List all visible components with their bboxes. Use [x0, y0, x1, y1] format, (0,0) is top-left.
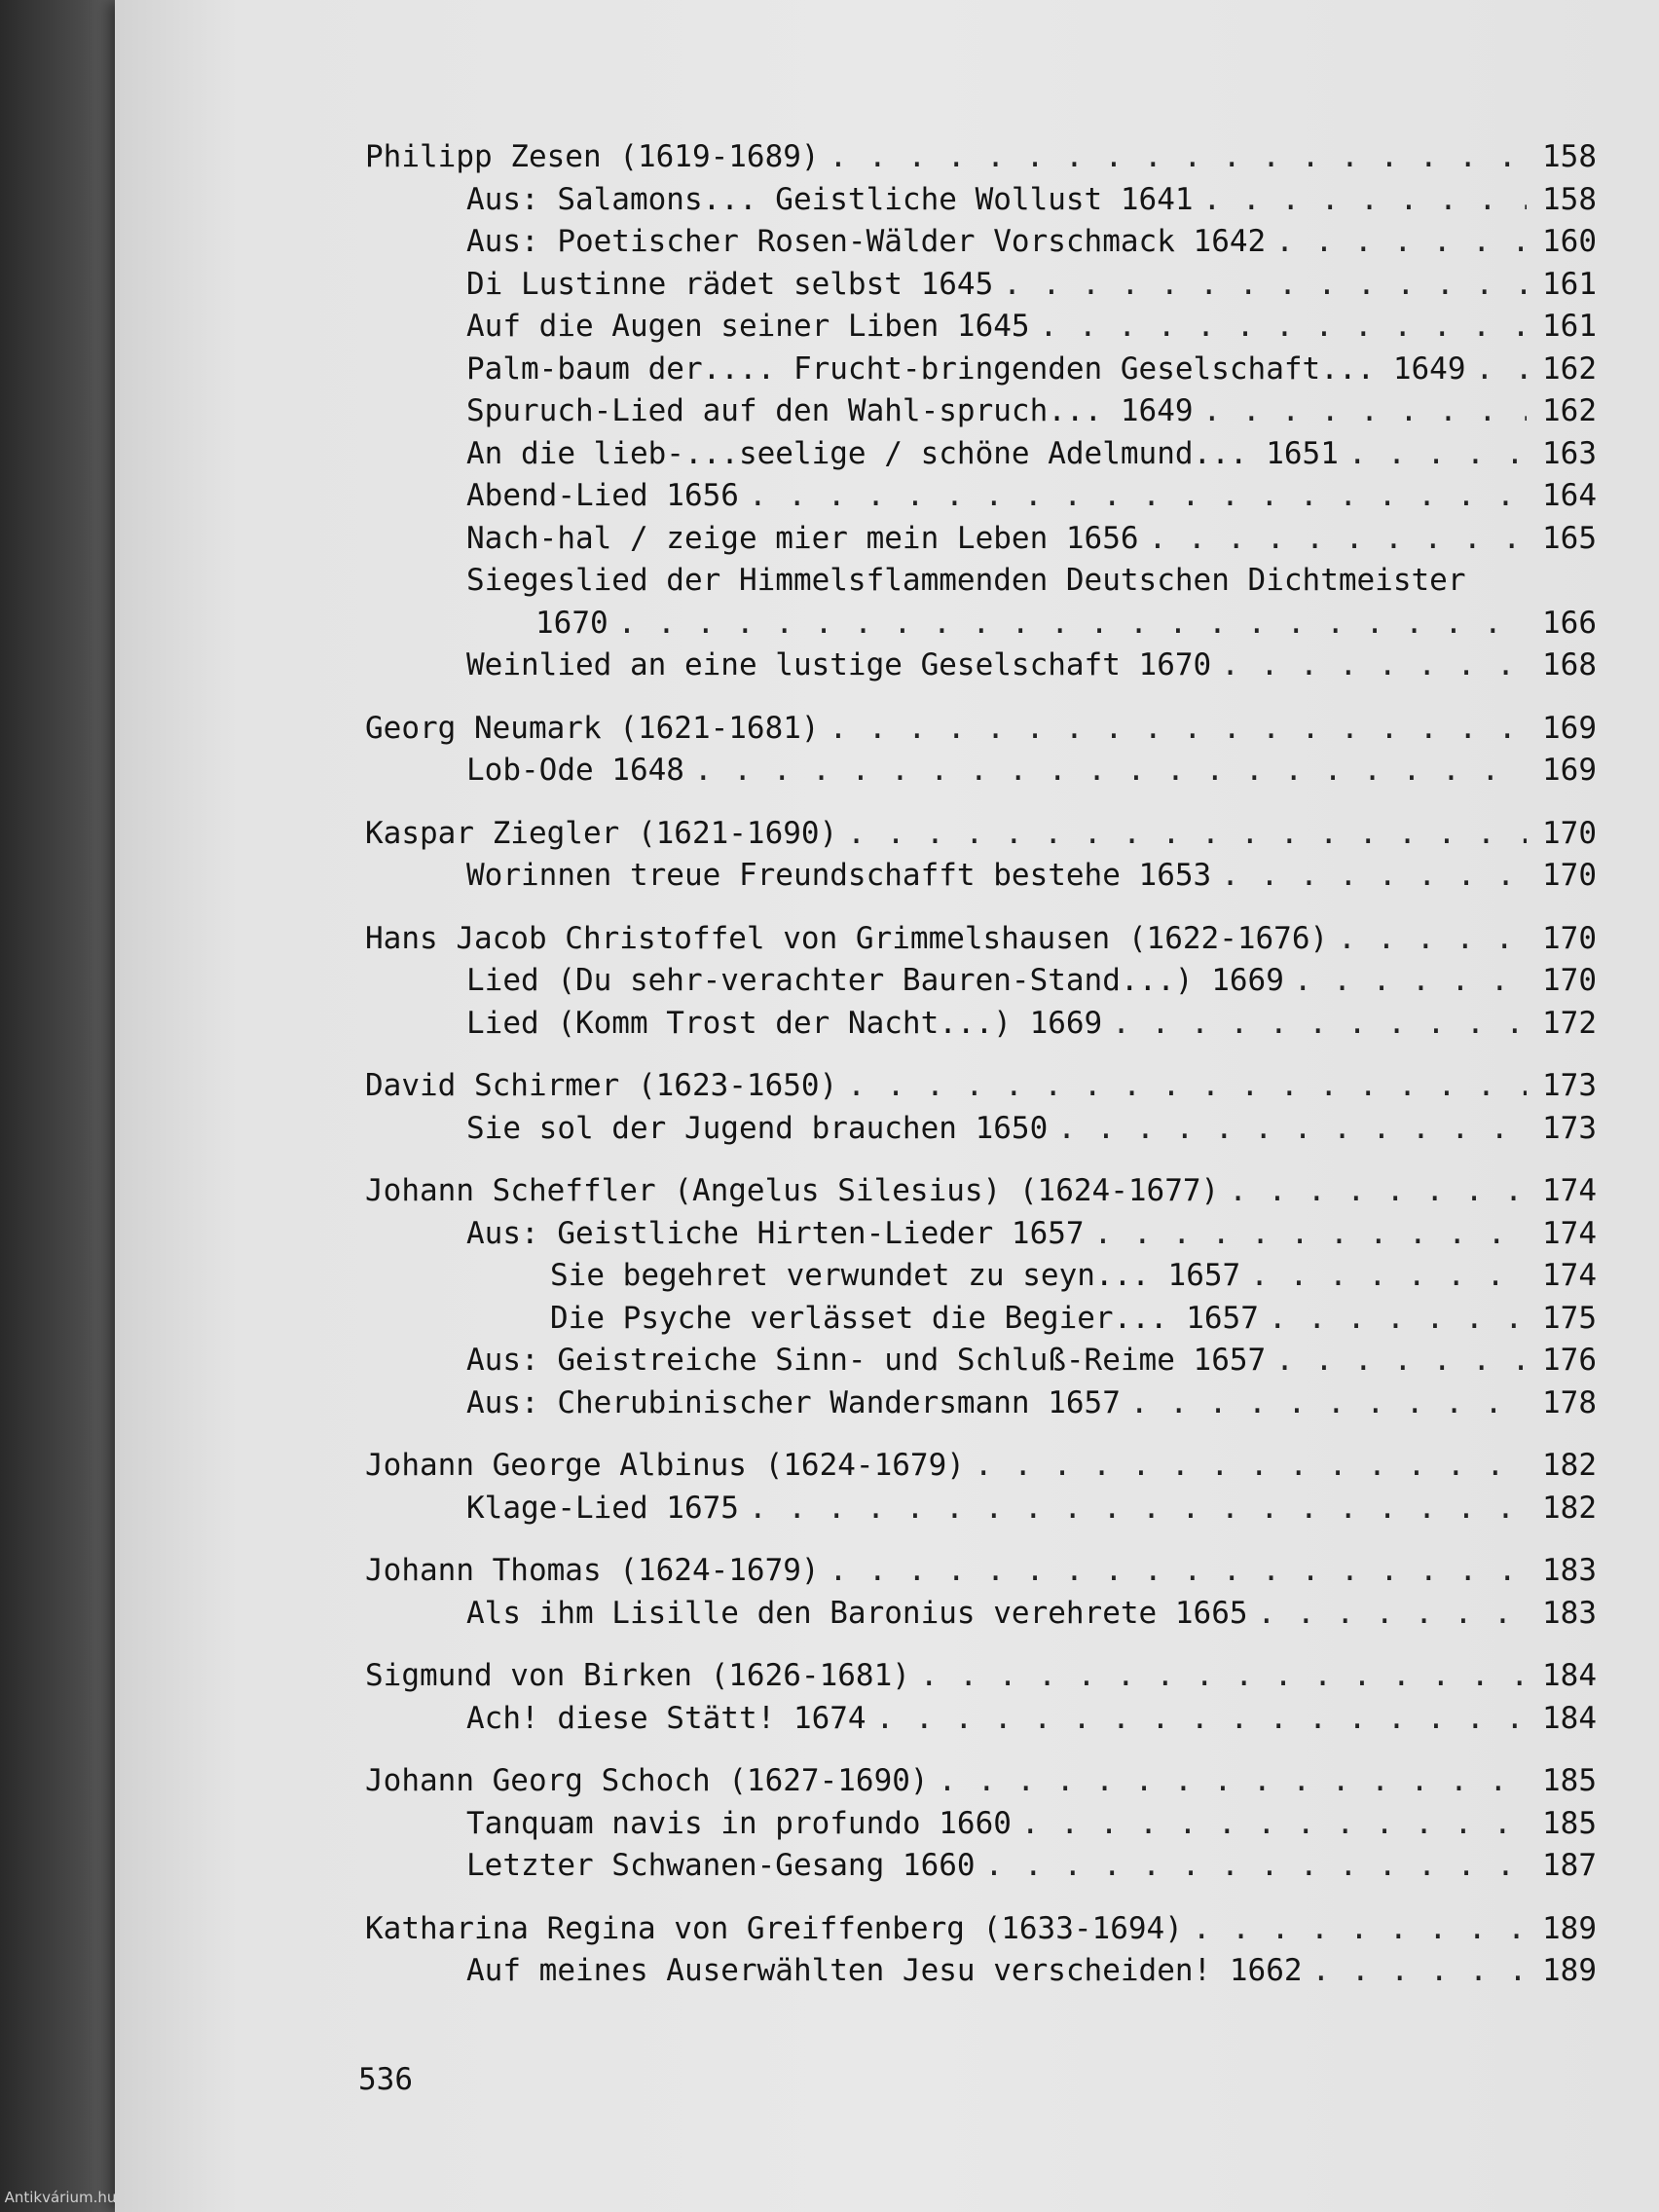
- toc-author-title: Sigmund von Birken (1626-1681): [365, 1658, 910, 1693]
- toc-author-title: Johann George Albinus (1624-1679): [365, 1448, 965, 1483]
- dot-leader: [1338, 918, 1527, 961]
- toc-entry-page: 185: [1542, 1805, 1597, 1841]
- toc-entry-page: 161: [1542, 266, 1597, 302]
- toc-entry-title: Auf die Augen seiner Liben 1645: [466, 309, 1030, 344]
- dot-leader: [1149, 518, 1527, 561]
- toc-entry: [365, 1845, 1597, 1888]
- toc-entry: [365, 750, 1597, 793]
- dot-leader: [939, 1760, 1527, 1803]
- dot-leader: [694, 750, 1527, 793]
- dot-leader: [1130, 1382, 1527, 1425]
- toc-entry: [365, 1382, 1597, 1425]
- toc-author-page: 185: [1542, 1763, 1597, 1798]
- toc-entry-page: 174: [1542, 1215, 1597, 1251]
- toc-entry-page: 173: [1542, 1110, 1597, 1146]
- toc-author-page: 189: [1542, 1910, 1597, 1946]
- toc-author: [365, 1550, 1597, 1593]
- toc-entry-title: Sie begehret verwundet zu seyn... 1657: [550, 1258, 1241, 1293]
- toc-entry-title: Auf meines Auserwählten Jesu verscheiden! 1662: [466, 1953, 1303, 1988]
- table-of-contents: [365, 136, 1597, 1993]
- toc-entry-page: 170: [1542, 963, 1597, 998]
- dot-leader: [985, 1845, 1527, 1888]
- toc-entry: [365, 221, 1597, 264]
- dot-leader: [1275, 221, 1527, 264]
- dot-leader: [618, 603, 1527, 645]
- toc-entry-title: Palm-baum der.... Frucht-bringenden Geselschaft... 1649: [466, 350, 1466, 387]
- toc-entry: [365, 179, 1597, 222]
- toc-entry-title: Aus: Poetischer Rosen-Wälder Vorschmack 1642: [466, 224, 1267, 259]
- toc-entry: [365, 1803, 1597, 1846]
- dot-leader: [1057, 1108, 1527, 1151]
- toc-entry-title: Sie sol der Jugend brauchen 1650: [466, 1110, 1049, 1146]
- toc-entry-continuation: [365, 603, 1597, 645]
- dot-leader: [1221, 645, 1527, 687]
- toc-author-title: Hans Jacob Christoffel von Grimmelshausen (1622-1676): [365, 920, 1329, 956]
- toc-entry-title: Aus: Geistliche Hirten-Lieder 1657: [466, 1215, 1085, 1251]
- dot-leader: [1269, 1298, 1527, 1341]
- dot-leader: [1312, 1950, 1527, 1993]
- group-spacer: [365, 1530, 1597, 1550]
- toc-entry-title: Nach-hal / zeige mier mein Leben 1656: [466, 520, 1139, 556]
- toc-entry-title: Letzter Schwanen-Gesang 1660: [466, 1848, 976, 1883]
- toc-entry-title: An die lieb-...seelige / schöne Adelmund... 1651: [466, 435, 1339, 471]
- group-spacer: [365, 1424, 1597, 1445]
- toc-entry-page: 175: [1542, 1300, 1597, 1336]
- toc-author-page: 174: [1542, 1173, 1597, 1208]
- page-number: 536: [358, 2062, 413, 2097]
- dot-leader: [830, 1550, 1527, 1593]
- toc-author: [365, 1065, 1597, 1108]
- dot-leader: [1250, 1255, 1527, 1298]
- toc-entry: [365, 1488, 1597, 1530]
- toc-author-page: 182: [1542, 1448, 1597, 1483]
- toc-author-page: 169: [1542, 710, 1597, 746]
- toc-entry-continuation-title: 1670: [535, 605, 608, 641]
- toc-entry-title: Ach! diese Stätt! 1674: [466, 1700, 866, 1736]
- toc-entry: [365, 1003, 1597, 1046]
- toc-entry-title: Als ihm Lisille den Baronius verehrete 1665: [466, 1595, 1248, 1631]
- dot-leader: [1275, 1340, 1527, 1382]
- toc-author-title: Georg Neumark (1621-1681): [365, 710, 820, 746]
- dot-leader: [1040, 306, 1527, 349]
- dot-leader: [1203, 390, 1527, 433]
- toc-author-title: Johann Georg Schoch (1627-1690): [365, 1763, 929, 1798]
- toc-entry-page: 184: [1542, 1700, 1597, 1736]
- group-spacer: [365, 793, 1597, 813]
- toc-entry-title: Abend-Lied 1656: [466, 478, 739, 513]
- toc-entry-title: Aus: Geistreiche Sinn- und Schluß-Reime 1657: [466, 1343, 1267, 1378]
- dot-leader: [1229, 1170, 1527, 1213]
- dot-leader: [830, 708, 1527, 751]
- toc-entry: [365, 1950, 1597, 1993]
- toc-entry-page: 168: [1542, 647, 1597, 682]
- dot-leader: [749, 1488, 1527, 1530]
- toc-author-page: 170: [1542, 815, 1597, 851]
- toc-author: [365, 1445, 1597, 1488]
- toc-author-title: David Schirmer (1623-1650): [365, 1068, 838, 1103]
- toc-author: [365, 1760, 1597, 1803]
- toc-entry-title: Lied (Du sehr-verachter Bauren-Stand...) 1669: [466, 963, 1284, 998]
- dot-leader: [1294, 960, 1527, 1003]
- toc-entry: [365, 560, 1597, 603]
- dot-leader: [876, 1698, 1527, 1741]
- toc-entry-page: 178: [1542, 1384, 1597, 1420]
- toc-entry-title: Di Lustinne rädet selbst 1645: [466, 266, 994, 302]
- toc-entry: [365, 1108, 1597, 1151]
- dot-leader: [1476, 349, 1528, 391]
- toc-entry-page: 187: [1542, 1848, 1597, 1883]
- toc-author: [365, 708, 1597, 751]
- toc-author-title: Kaspar Ziegler (1621-1690): [365, 815, 838, 851]
- toc-author-page: 183: [1542, 1553, 1597, 1588]
- dot-leader: [749, 475, 1527, 518]
- toc-entry-page: 189: [1542, 1953, 1597, 1988]
- dot-leader: [975, 1445, 1527, 1488]
- toc-entry: [365, 1593, 1597, 1636]
- toc-author-page: 184: [1542, 1658, 1597, 1693]
- toc-author-page: 170: [1542, 920, 1597, 956]
- toc-entry-page: 183: [1542, 1595, 1597, 1631]
- toc-entry-page: 160: [1542, 224, 1597, 259]
- toc-entry-page: 172: [1542, 1005, 1597, 1041]
- toc-author: [365, 1655, 1597, 1698]
- dot-leader: [1258, 1593, 1527, 1636]
- toc-entry-title: Klage-Lied 1675: [466, 1490, 739, 1526]
- dot-leader: [830, 136, 1527, 179]
- toc-entry: [365, 1213, 1597, 1256]
- toc-entry-title: Siegeslied der Himmelsflammenden Deutschen Dichtmeister: [466, 563, 1466, 598]
- toc-entry-page: 165: [1542, 520, 1597, 556]
- toc-entry-title: Die Psyche verlässet die Begier... 1657: [550, 1300, 1259, 1336]
- toc-author: [365, 1170, 1597, 1213]
- dot-leader: [1203, 179, 1527, 222]
- toc-entry-title: Lied (Komm Trost der Nacht...) 1669: [466, 1005, 1103, 1041]
- toc-author: [365, 136, 1597, 179]
- group-spacer: [365, 1635, 1597, 1655]
- group-spacer: [365, 1150, 1597, 1170]
- toc-entry: [365, 1340, 1597, 1382]
- dot-leader: [1112, 1003, 1527, 1046]
- toc-author-title: Katharina Regina von Greiffenberg (1633-1694): [365, 1910, 1183, 1946]
- toc-entry: [365, 306, 1597, 349]
- toc-author: [365, 813, 1597, 856]
- toc-author-title: Johann Scheffler (Angelus Silesius) (1624-1677): [365, 1173, 1220, 1208]
- toc-entry-title: Spuruch-Lied auf den Wahl-spruch... 1649: [466, 393, 1194, 428]
- toc-entry-page: 174: [1542, 1258, 1597, 1293]
- toc-entry-continuation-page: 166: [1542, 605, 1597, 641]
- toc-entry-title: Aus: Cherubinischer Wandersmann 1657: [466, 1384, 1121, 1420]
- toc-entry-page: 158: [1542, 181, 1597, 217]
- group-spacer: [365, 1888, 1597, 1908]
- toc-entry-title: Weinlied an eine lustige Geselschaft 1670: [466, 647, 1212, 682]
- dot-leader: [847, 1065, 1527, 1108]
- toc-entry: [365, 518, 1597, 561]
- toc-entry: [365, 1698, 1597, 1741]
- toc-entry-page: 163: [1542, 435, 1597, 471]
- toc-entry: [365, 433, 1597, 476]
- toc-entry-page: 170: [1542, 858, 1597, 893]
- dot-leader: [847, 813, 1527, 856]
- dot-leader: [1193, 1908, 1527, 1951]
- toc-author-title: Philipp Zesen (1619-1689): [365, 139, 820, 174]
- toc-entry-title: Worinnen treue Freundschafft bestehe 1653: [466, 858, 1212, 893]
- toc-entry-page: 162: [1542, 393, 1597, 428]
- toc-author-title: Johann Thomas (1624-1679): [365, 1553, 820, 1588]
- group-spacer: [365, 1740, 1597, 1760]
- toc-entry: [365, 264, 1597, 307]
- toc-entry-title: Lob-Ode 1648: [466, 753, 684, 788]
- toc-entry-title: Aus: Salamons... Geistliche Wollust 1641: [466, 181, 1194, 217]
- toc-author-page: 173: [1542, 1068, 1597, 1103]
- toc-entry: [365, 390, 1597, 433]
- toc-entry: [365, 349, 1597, 391]
- toc-entry-page: 169: [1542, 753, 1597, 788]
- toc-author: [365, 1908, 1597, 1951]
- toc-entry: [365, 475, 1597, 518]
- toc-author-page: 158: [1542, 139, 1597, 174]
- toc-entry-page: 164: [1542, 478, 1597, 513]
- toc-entry-page: 162: [1542, 350, 1597, 387]
- toc-entry: [365, 1298, 1597, 1341]
- toc-entry-page: 176: [1542, 1343, 1597, 1378]
- dot-leader: [1348, 433, 1527, 476]
- toc-entry-page: 182: [1542, 1490, 1597, 1526]
- dot-leader: [920, 1655, 1527, 1698]
- toc-entry: [365, 1255, 1597, 1298]
- toc-entry-title: Tanquam navis in profundo 1660: [466, 1805, 1012, 1841]
- toc-entry: [365, 855, 1597, 898]
- watermark: Antikvárium.hu: [4, 2189, 117, 2206]
- toc-entry-page: 161: [1542, 309, 1597, 344]
- dot-leader: [1094, 1213, 1527, 1256]
- group-spacer: [365, 1045, 1597, 1065]
- dot-leader: [1003, 264, 1527, 307]
- group-spacer: [365, 687, 1597, 708]
- toc-entry: [365, 645, 1597, 687]
- toc-author: [365, 918, 1597, 961]
- group-spacer: [365, 898, 1597, 918]
- toc-entry: [365, 960, 1597, 1003]
- dot-leader: [1021, 1803, 1527, 1846]
- dot-leader: [1221, 855, 1527, 898]
